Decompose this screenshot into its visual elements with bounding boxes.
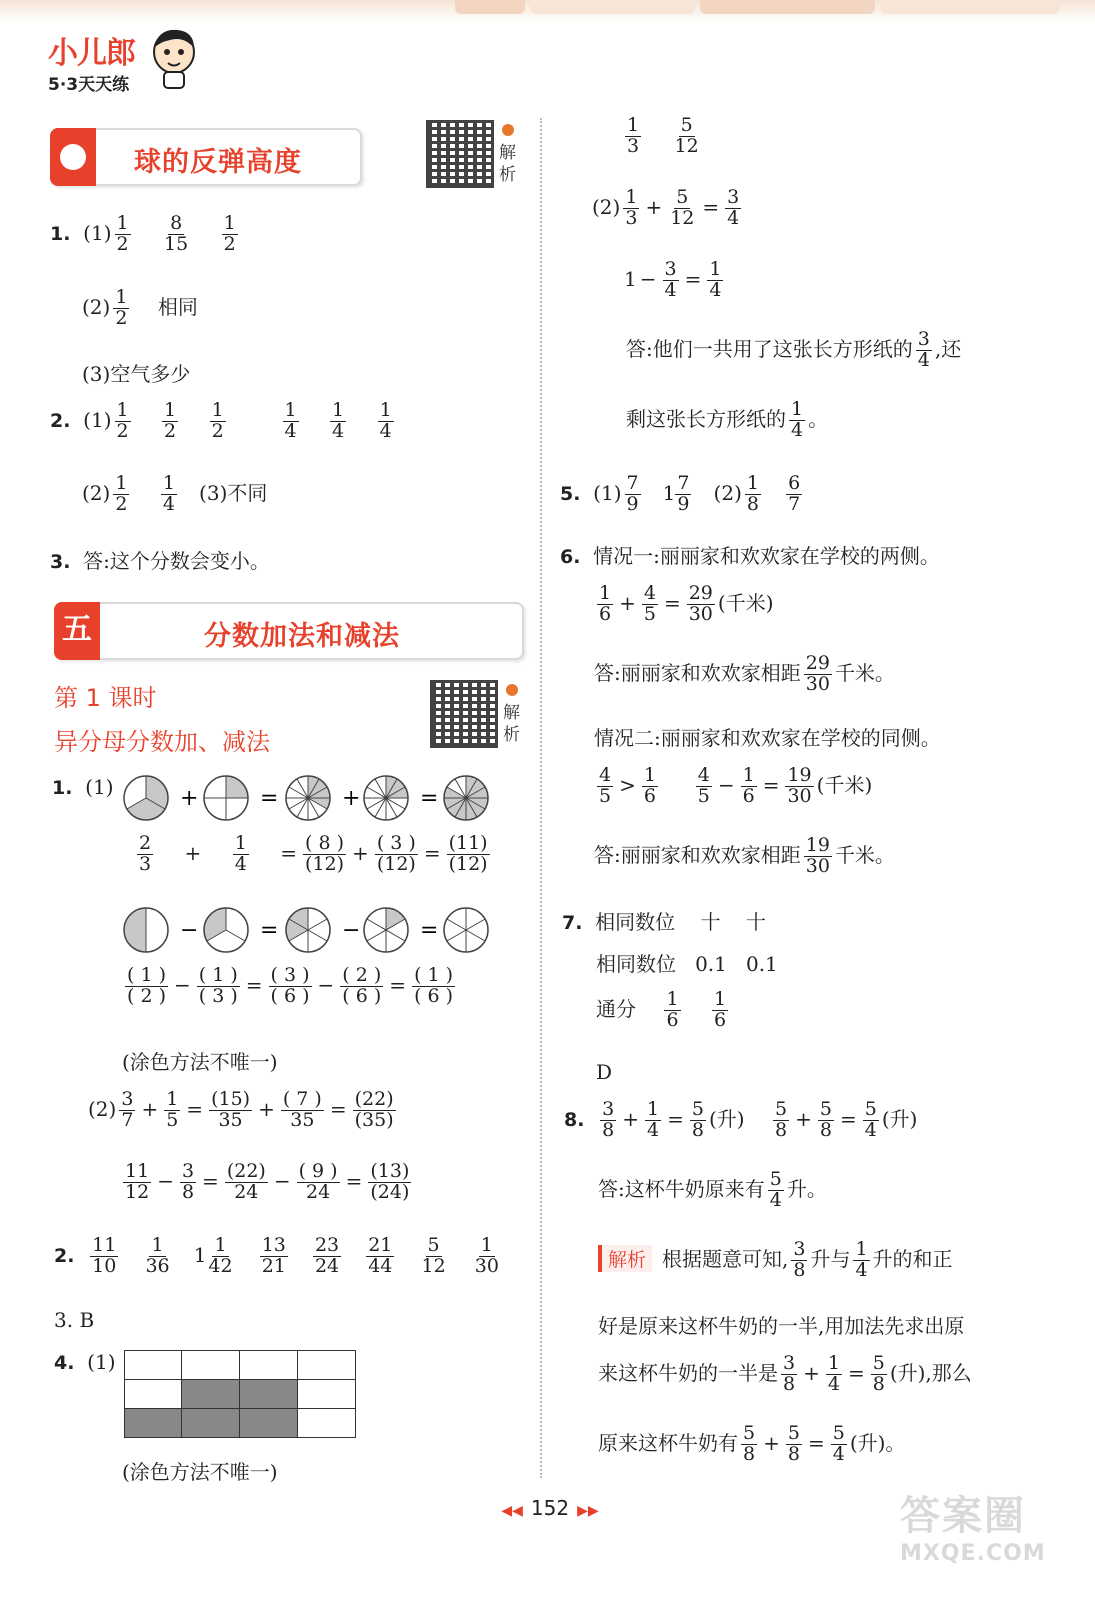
answer-line: 5. (1) $\frac{7}{9}$ 1 $\frac{7}{9}$ (2) $\frac{1}{8}$ $\frac{6}{7}$ [560,472,801,515]
watermark: 答案圈 MXQE.COM [900,1493,1046,1566]
qr-code[interactable] [430,680,498,748]
svg-text:=: = [260,786,279,811]
circle-twelfths-icon [364,776,408,820]
answer-line: $\frac{4}{5}$ > $\frac{1}{6}$ $\frac{4}{5}$ − $\frac{1}{6}$ = $\frac{19}{30}$ (千米) [599,764,873,807]
svg-text:+: + [180,786,199,811]
qr-caption: 解 析 [503,703,520,745]
play-icon [502,124,514,136]
badge-dot-icon [60,144,86,170]
answer-line: 7. 相同数位 十 十 [562,910,767,934]
section-banner [54,602,524,660]
answer-line: 2. $\frac{11}{10}$ $\frac{1}{36}$ 1 $\frac{1}{42}$ $\frac{13}{21}$ $\frac{23}{24}$ $\frac{21}{44}$ $\frac{5}{12}$ $\frac{1}{30}$ [54,1234,499,1277]
series-logo: 5·3天天练 [48,75,130,95]
answer-line: 情况二:丽丽家和欢欢家在学校的同侧。 [594,726,941,750]
qr-code[interactable] [426,120,494,188]
qr-caption: 解 析 [499,143,516,185]
lesson-name: 异分母分数加、减法 [54,728,270,756]
brand-logo: 小儿郎 [48,36,135,71]
note: (涂色方法不唯一) [122,1460,278,1484]
answer-line: $\frac{( 1 )}{( 2 )}$ − $\frac{( 1 )}{( 3 )}$ = $\frac{( 3 )}{( 6 )}$ − $\frac{( 2 )}{( 6 )}$ = $\frac{( 1 )}{( 6 )}$ [127,964,454,1007]
column-divider [540,118,542,1478]
page-number: 152 [530,1496,570,1520]
svg-text:−: − [180,918,199,943]
answer-line: 6. 情况一:丽丽家和欢欢家在学校的两侧。 [560,544,940,568]
note: (涂色方法不唯一) [122,1050,278,1074]
answer-line: 通分 $\frac{1}{6}$ $\frac{1}{6}$ [596,988,727,1031]
section-title: 分数加法和减法 [204,621,400,652]
mascot-icon [148,26,200,90]
answer-line: 1. (1) [52,775,114,799]
answer-line: D [596,1060,613,1084]
lesson-number: 第 1 课时 [54,684,157,712]
section-badge [50,128,96,186]
answer-line: 答:他们一共用了这张长方形纸的 $\frac{3}{4}$ ,还 [626,328,962,371]
answer-line: $\frac{2}{3}$ + $\frac{1}{4}$ = $\frac{( 8 )}{(12)}$ + $\frac{( 3 )}{(12)}$ = $\frac{(11)}{(12)}$ [139,832,488,875]
page-footer [470,1496,630,1520]
svg-text:=: = [420,918,439,943]
answer-line: $\frac{1}{3}$ $\frac{5}{12}$ [627,114,699,157]
answer-line: 1 − $\frac{3}{4}$ = $\frac{1}{4}$ [624,258,722,301]
analysis-line: 解析 根据题意可知, $\frac{3}{8}$ 升与 $\frac{1}{4}$ 升的和正 [598,1240,953,1281]
circle-quarters-icon [204,776,248,820]
answer-line: 4. (1) [54,1350,116,1374]
answer-line: (2) $\frac{1}{2}$ $\frac{1}{4}$ (3)不同 [82,472,268,515]
answer-line: 答:丽丽家和欢欢家相距 $\frac{19}{30}$ 千米。 [594,834,895,877]
answer-line: 相同数位 0.1 0.1 [596,952,778,976]
analysis-line: 原来这杯牛奶有 $\frac{5}{8}$ + $\frac{5}{8}$ = $\frac{5}{4}$ (升)。 [598,1422,906,1465]
answer-line: (2) $\frac{1}{3}$ + $\frac{5}{12}$ = $\frac{3}{4}$ [592,186,740,229]
answer-line: 2. (1) $\frac{1}{2}$ $\frac{1}{2}$ $\frac{1}{2}$ $\frac{1}{4}$ $\frac{1}{4}$ $\frac{1}{4}$ [50,399,392,442]
answer-line: (3)空气多少 [82,362,191,386]
answer-line: 答:这杯牛奶原来有 $\frac{5}{4}$ 升。 [598,1168,827,1211]
answer-line: 剩这张长方形纸的 $\frac{1}{4}$ 。 [626,398,829,441]
circle-sixths-icon [364,908,408,952]
analysis-label: 解析 [598,1245,652,1272]
section-banner [50,128,362,186]
circle-halves-icon [124,908,168,952]
answer-line: (2) $\frac{1}{2}$ 相同 [82,286,198,329]
section-title: 球的反弹高度 [134,147,302,178]
fraction-circles-row [120,774,500,824]
circle-twelfths-icon [286,776,330,820]
svg-text:−: − [342,918,361,943]
circle-twelfths-icon [444,776,488,820]
fraction-circles-row [120,906,500,956]
circle-thirds-icon [124,776,168,820]
circle-sixths-icon [286,908,330,952]
answer-line: $\frac{11}{12}$ − $\frac{3}{8}$ = $\frac{(22)}{24}$ − $\frac{( 9 )}{24}$ = $\frac{(13)}{(24)}$ [125,1160,410,1203]
answer-line: 3. 答:这个分数会变小。 [50,549,270,573]
svg-text:+: + [342,786,361,811]
analysis-line: 来这杯牛奶的一半是 $\frac{3}{8}$ + $\frac{1}{4}$ = $\frac{5}{8}$ (升),那么 [598,1352,972,1395]
analysis-line: 好是原来这杯牛奶的一半,用加法先求出原 [598,1314,965,1338]
circle-thirds-icon [204,908,248,952]
section-badge: 五 [54,602,100,660]
answer-line: 8. $\frac{3}{8}$ + $\frac{1}{4}$ = $\frac{5}{8}$ (升) $\frac{5}{8}$ + $\frac{5}{8}$ = $\frac{5}{4}$ (升) [564,1098,918,1141]
svg-text:=: = [260,918,279,943]
next-arrows-icon: ▶▶ [577,1503,599,1519]
answer-line: 3. B [54,1308,95,1332]
answer-line: $\frac{1}{6}$ + $\frac{4}{5}$ = $\frac{29}{30}$ (千米) [599,582,774,625]
play-icon [506,684,518,696]
header-tab [880,0,1060,14]
circle-sixths-icon [444,908,488,952]
prev-arrows-icon: ◀◀ [501,1503,523,1519]
header-tab [700,0,875,14]
header-tab [530,0,695,14]
answer-line: 答:丽丽家和欢欢家相距 $\frac{29}{30}$ 千米。 [594,652,895,695]
shaded-grid [124,1350,356,1438]
svg-text:=: = [420,786,439,811]
answer-line: 1. (1) $\frac{1}{2}$ $\frac{8}{15}$ $\frac{1}{2}$ [50,212,236,255]
header-tab [455,0,525,14]
answer-line: (2) $\frac{3}{7}$ + $\frac{1}{5}$ = $\frac{(15)}{35}$ + $\frac{( 7 )}{35}$ = $\frac{(22)}{(35)}$ [88,1088,394,1131]
